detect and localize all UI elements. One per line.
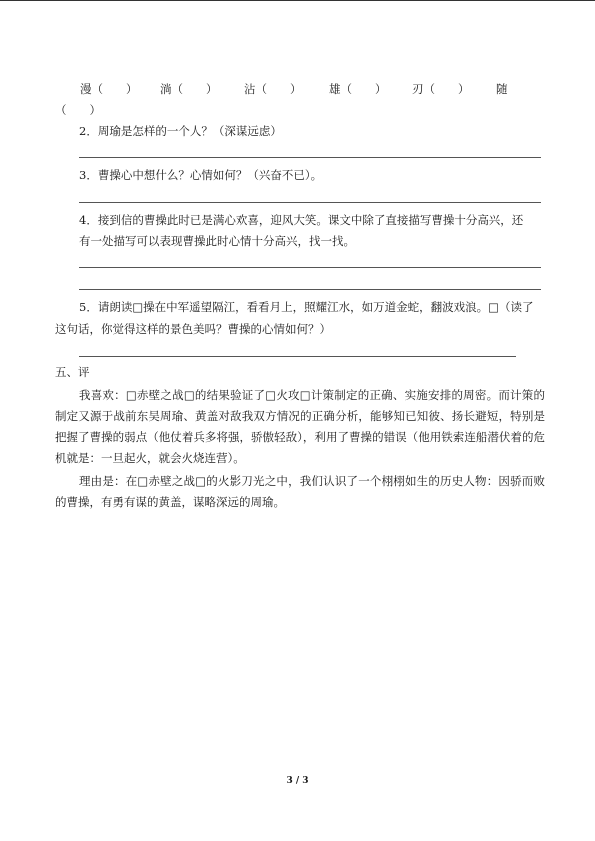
section-5-heading: 五、评 (55, 365, 90, 379)
q1-item-4: 雄（ ） (329, 82, 387, 96)
question-4-line-1: 4．接到信的曹操此时已是满心欢喜，迎风大笑。课文中除了直接描写曹操十分高兴，还 (79, 213, 524, 227)
q1-item-1: 漫（ ） (80, 82, 138, 96)
comment-paragraph-1: 我喜欢：□赤壁之战□的结果验证了□火攻□计策制定的正确、实施安排的周密。而计策的制定又源于战前东吴周瑜、黄盖对敌我双方情况的正确分析，能够知已知彼、扬长避短，特别是把握了曹操的弱点（他仗着兵多将强，骄傲轻敌），利用了曹操的错误（他用铁索连船潜伏着的危机就是：一旦起火，就会火烧连营）。 (55, 388, 545, 465)
answer-line-q5 (79, 356, 516, 357)
q1-item-6-blank: （ ） (55, 103, 101, 117)
answer-line-q4-2 (79, 289, 541, 290)
q1-item-2: 淌（ ） (160, 82, 218, 96)
q1-item-3: 沾（ ） (244, 82, 302, 96)
answer-line-q3 (79, 202, 541, 203)
top-border (0, 0, 595, 1)
comment-paragraph-2: 理由是：在□赤壁之战□的火影刀光之中，我们认识了一个栩栩如生的历史人物：因骄而败的曹操，有勇有谋的黄盖，谋略深远的周瑜。 (55, 474, 545, 509)
question-3: 3．曹操心中想什么？心情如何？（兴奋不已）。 (79, 168, 323, 182)
question-5-line-2: 这句话，你觉得这样的景色美吗？曹操的心情如何？） (55, 322, 331, 336)
q1-item-6: 随 (496, 82, 508, 96)
q1-item-5: 刃（ ） (412, 82, 470, 96)
answer-line-q4-1 (79, 267, 541, 268)
question-2: 2．周瑜是怎样的一个人？（深谋远虑） (79, 124, 282, 138)
page-number: 3 / 3 (286, 776, 309, 786)
question-5-line-1: 5．请朗读□操在中军遥望隔江，看看月上，照耀江水，如万道金蛇，翻波戏浪。□（读了 (79, 300, 534, 314)
question-4-line-2: 有一处描写可以表现曹操此时心情十分高兴，找一找。 (79, 234, 355, 248)
answer-line-q2 (79, 157, 541, 158)
